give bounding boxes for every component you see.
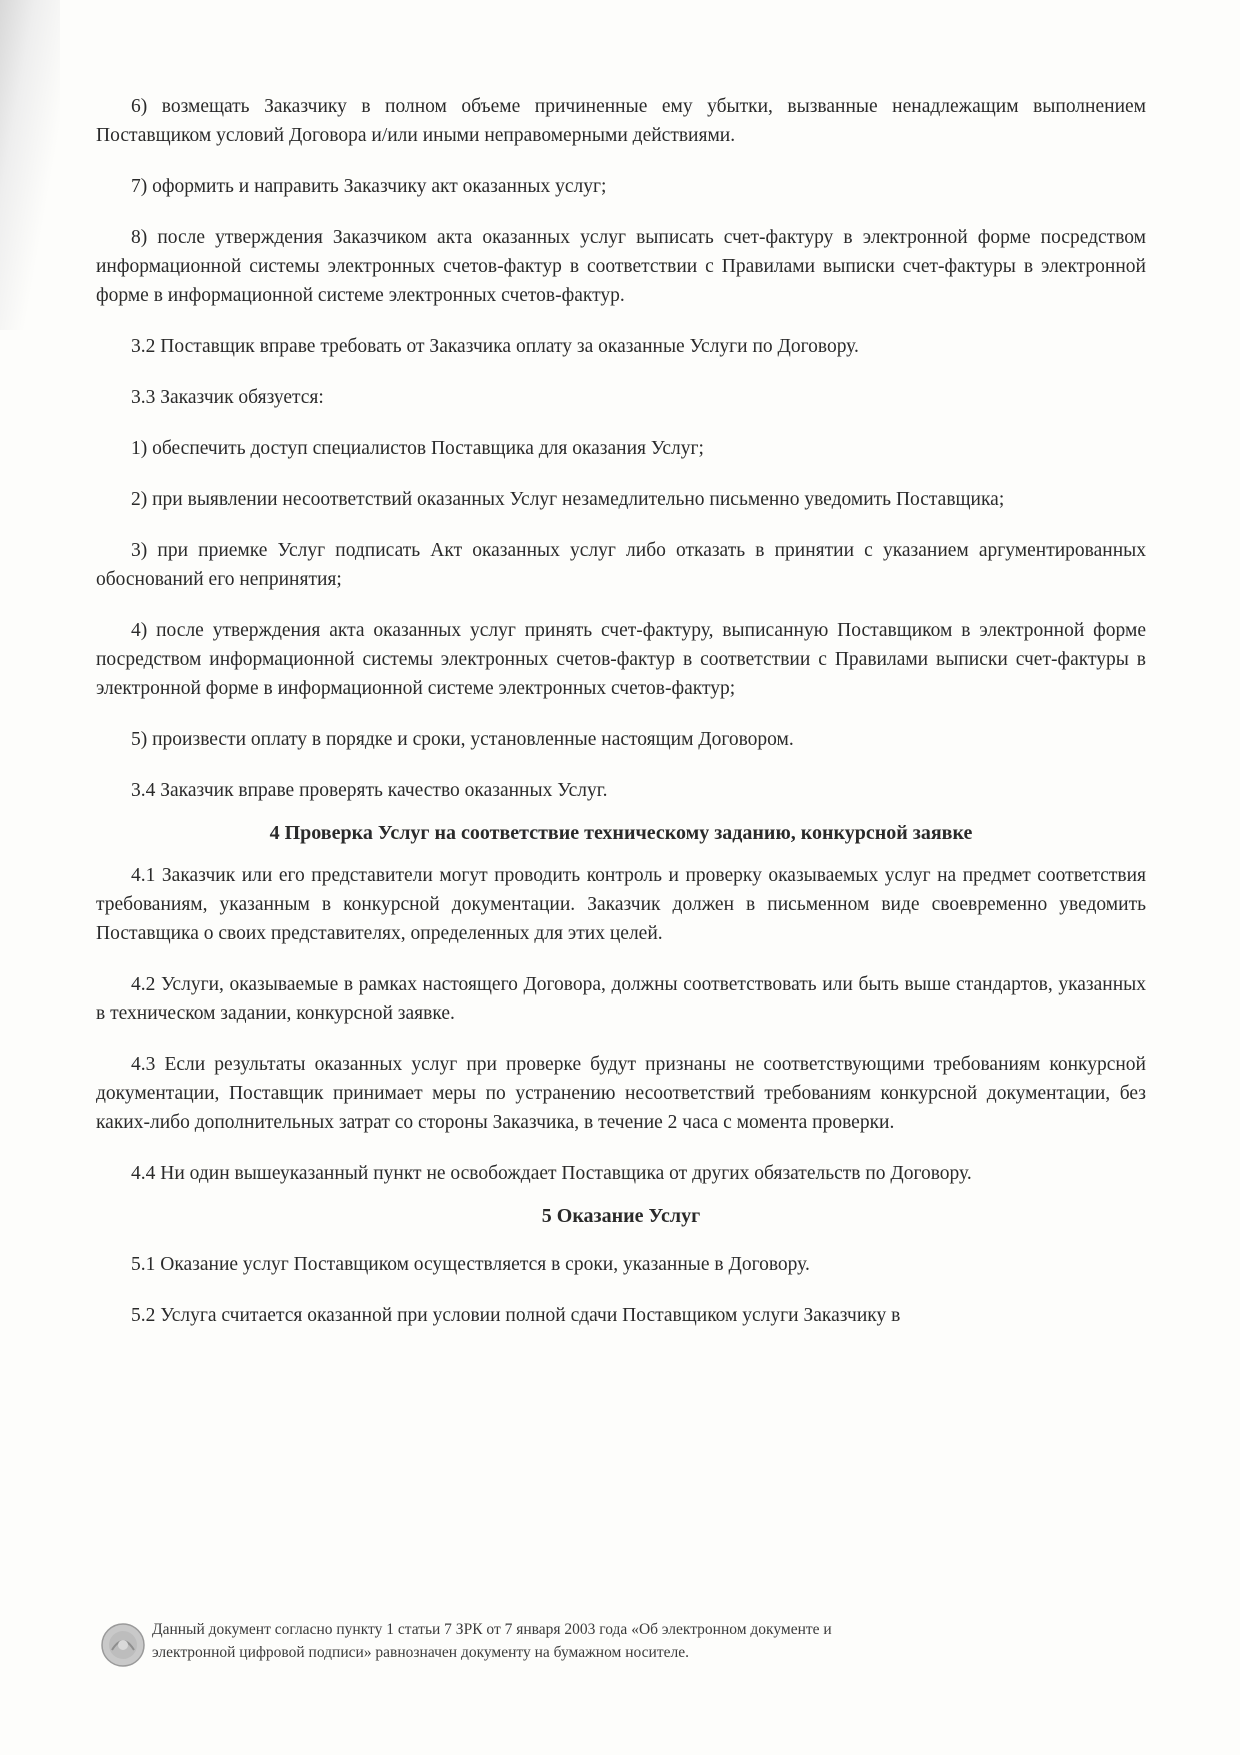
paragraph-3-3-3: 3) при приемке Услуг подписать Акт оказанных услуг либо отказать в принятии с указанием аргументированных обоснований его непринятия;	[96, 540, 1146, 590]
paragraph-3-2: 3.2 Поставщик вправе требовать от Заказчика оплату за оказанные Услуги по Договору.	[131, 336, 859, 357]
seal-icon	[100, 1622, 146, 1668]
paragraph-3-1-8: 8) после утверждения Заказчиком акта оказанных услуг выписать счет-фактуру в электронной форме посредством информационной системы электронных счетов-фактур в соответствии с Правилами выписки счет-фактуры в электронной форме в информационной системе электронных счетов-фактур.	[96, 227, 1146, 306]
section-5-heading: 5 Оказание Услуг	[541, 1205, 701, 1227]
paragraph-4-2: 4.2 Услуги, оказываемые в рамках настоящего Договора, должны соответствовать или быть выше стандартов, указанных в техническом задании, конкурсной заявке.	[96, 974, 1146, 1024]
scan-edge-shadow	[0, 0, 60, 330]
document-body	[96, 92, 1146, 1352]
footer-line-1: Данный документ согласно пункту 1 статьи 7 ЗРК от 7 января 2003 года «Об электронном документе и	[152, 1621, 832, 1638]
paragraph-3-3: 3.3 Заказчик обязуется:	[131, 387, 324, 408]
footer-text	[152, 1618, 1132, 1664]
footer-notice	[100, 1618, 1140, 1678]
footer-line-2: электронной цифровой подписи» равнозначен документу на бумажном носителе.	[152, 1644, 689, 1661]
paragraph-5-2: 5.2 Услуга считается оказанной при условии полной сдачи Поставщиком услуги Заказчику в	[131, 1305, 901, 1326]
paragraph-3-4: 3.4 Заказчик вправе проверять качество оказанных Услуг.	[131, 780, 608, 801]
section-4-heading: 4 Проверка Услуг на соответствие техническому заданию, конкурсной заявке	[269, 822, 973, 844]
paragraph-3-3-2: 2) при выявлении несоответствий оказанных Услуг незамедлительно письменно уведомить Поставщика;	[131, 489, 1005, 510]
paragraph-3-1-7: 7) оформить и направить Заказчику акт оказанных услуг;	[131, 176, 607, 197]
paragraph-4-1: 4.1 Заказчик или его представители могут проводить контроль и проверку оказываемых услуг на предмет соответствия требованиям, указанным в конкурсной документации. Заказчик должен в письменном виде своевременно уведомить Поставщика о своих представителях, определенных для этих целей.	[96, 865, 1146, 944]
paragraph-3-3-1: 1) обеспечить доступ специалистов Поставщика для оказания Услуг;	[131, 438, 704, 459]
paragraph-4-4: 4.4 Ни один вышеуказанный пункт не освобождает Поставщика от других обязательств по Договору.	[131, 1163, 972, 1184]
paragraph-5-1: 5.1 Оказание услуг Поставщиком осуществляется в сроки, указанные в Договору.	[131, 1254, 810, 1275]
paragraph-3-1-6: 6) возмещать Заказчику в полном объеме причиненные ему убытки, вызванные ненадлежащим выполнением Поставщиком условий Договора и/или иными неправомерными действиями.	[96, 96, 1146, 146]
paragraph-3-3-5: 5) произвести оплату в порядке и сроки, установленные настоящим Договором.	[131, 729, 794, 750]
paragraph-3-3-4: 4) после утверждения акта оказанных услуг принять счет-фактуру, выписанную Поставщиком в электронной форме посредством информационной системы электронных счетов-фактур в соответствии с Правилами выписки счет-фактуры в электронной форме в информационной системе электронных счетов-фактур;	[96, 620, 1146, 699]
paragraph-4-3: 4.3 Если результаты оказанных услуг при проверке будут признаны не соответствующими требованиям конкурсной документации, Поставщик принимает меры по устранению несоответствий требованиям конкурсной документации, без каких-либо дополнительных затрат со стороны Заказчика, в течение 2 часа с момента проверки.	[96, 1054, 1146, 1133]
